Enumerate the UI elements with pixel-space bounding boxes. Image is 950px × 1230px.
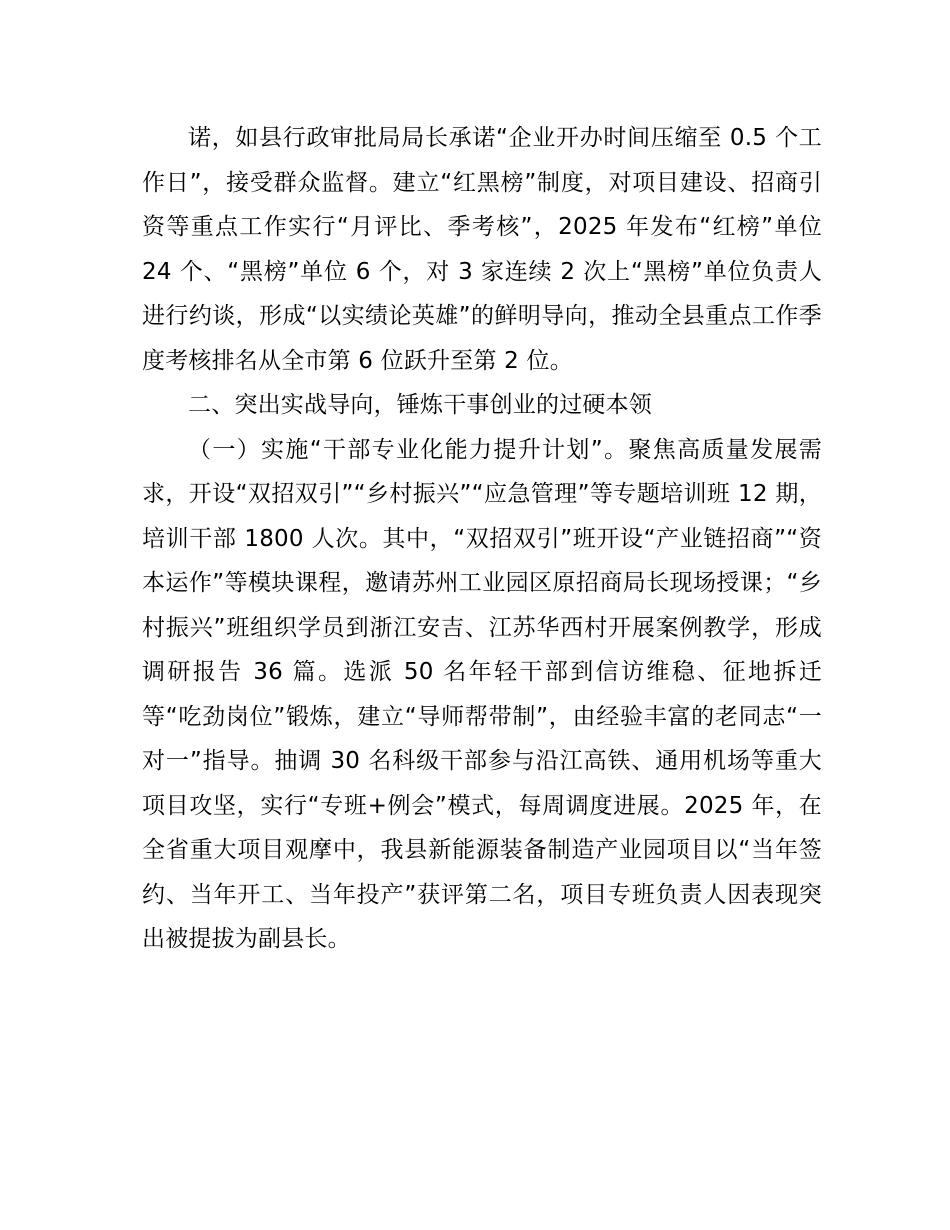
section-heading-two: 二、突出实战导向，锤炼干事创业的过硬本领: [188, 392, 652, 418]
paragraph-cadre-training-plan: （一）实施“干部专业化能力提升计划”。聚焦高质量发展需求，开设“双招双引”“乡村振兴”“应急管理”等专题培训班 12 期，培训干部 1800 人次。其中，“双招双引”班开设“产业链招商”“资本运作”等模块课程，邀请苏州工业园区原招商局长现场授课；“乡村振兴”班组织学员到浙江安吉、江苏华西村开展案例教学，形成调研报告 36 篇。选派 50 名年轻干部到信访维稳、征地拆迁等“吃劲岗位”锻炼，建立“导师帮带制”，由经验丰富的老同志“一对一”指导。抽调 30 名科级干部参与沿江高铁、通用机场等重大项目攻坚，实行“专班+例会”模式，每周调度进展。2025 年，在全省重大项目观摩中，我县新能源装备制造产业园项目以“当年签约、当年开工、当年投产”获评第二名，项目专班负责人因表现突出被提拔为副县长。: [142, 436, 822, 952]
document-body: [142, 116, 822, 962]
paragraph-continued-commitment: 诺，如县行政审批局局长承诺“企业开办时间压缩至 0.5 个工作日”，接受群众监督。建立“红黑榜”制度，对项目建设、招商引资等重点工作实行“月评比、季考核”，2025 年发布“红榜”单位 24 个、“黑榜”单位 6 个，对 3 家连续 2 次上“黑榜”单位负责人进行约谈，形成“以实绩论英雄”的鲜明导向，推动全县重点工作季度考核排名从全市第 6 位跃升至第 2 位。: [142, 125, 822, 374]
